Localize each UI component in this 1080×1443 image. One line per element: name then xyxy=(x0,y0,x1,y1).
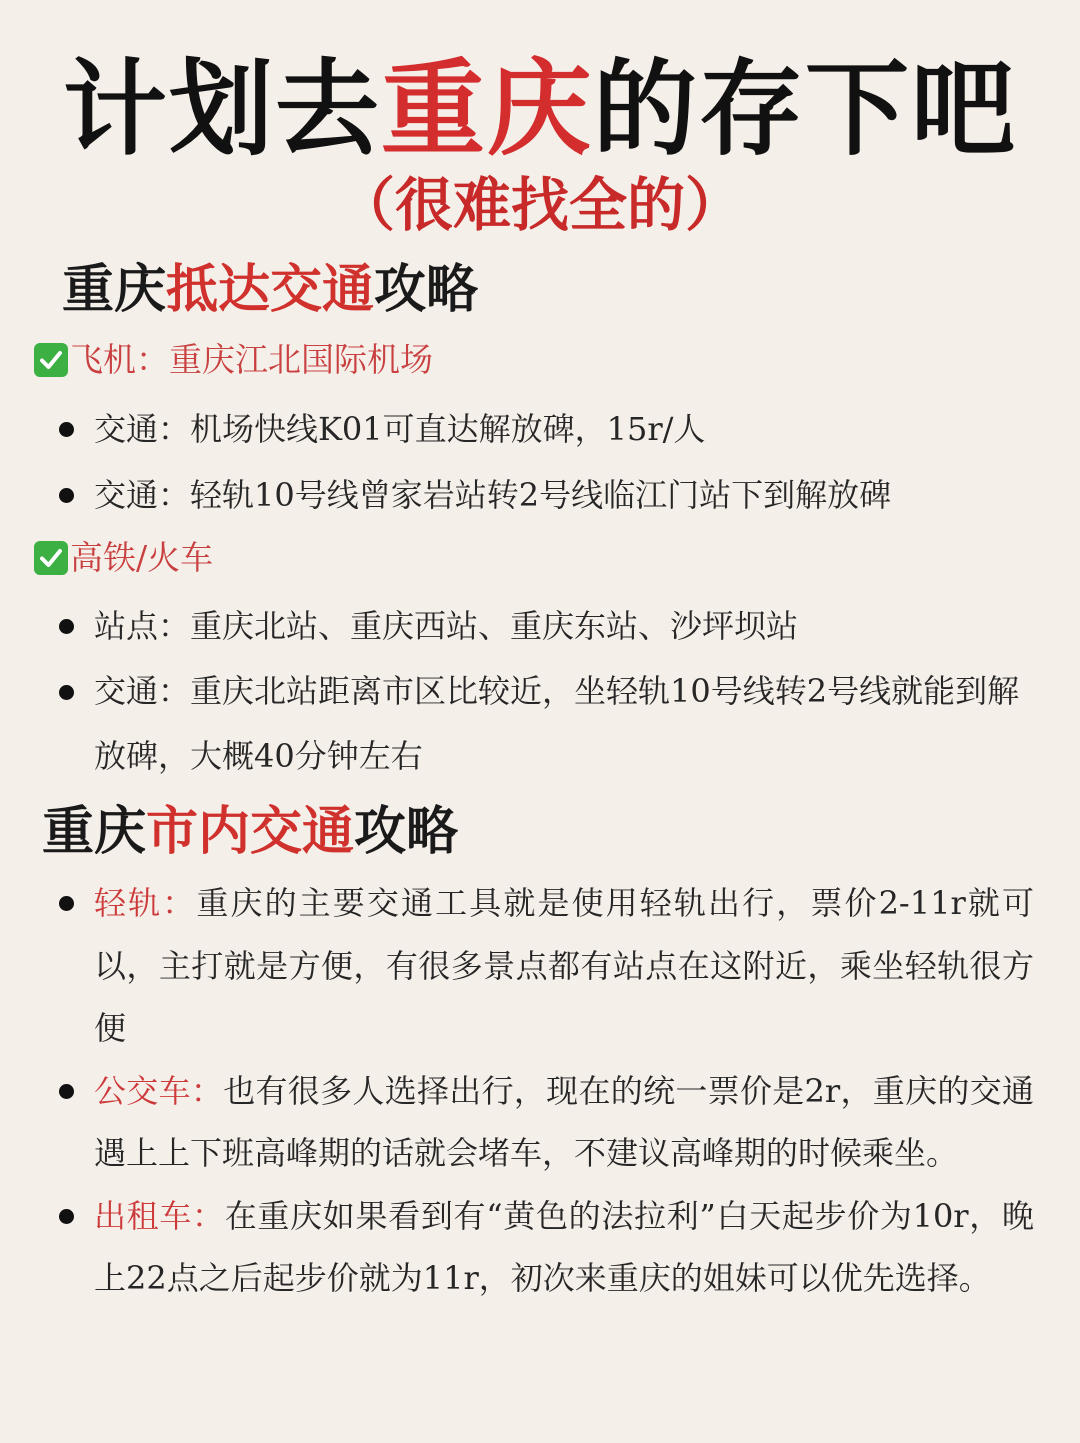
bullet-dot-icon xyxy=(59,488,74,503)
list-item-text: 交通：轻轨10号线曾家岩站转2号线临江门站下到解放碑 xyxy=(94,476,892,514)
list-item xyxy=(0,462,1060,528)
list-item xyxy=(0,593,1060,659)
subheading-train xyxy=(34,536,213,580)
section-title-city xyxy=(42,800,458,864)
list-item xyxy=(0,396,1060,462)
section-title-arrival xyxy=(62,258,478,322)
bullet-dot-icon xyxy=(59,619,74,634)
bullet-dot-icon xyxy=(59,1209,74,1224)
item-text: 重庆的主要交通工具就是使用轻轨出行，票价2-11r就可以，主打就是方便，有很多景点都有站点在这附近，乘坐轻轨很方便 xyxy=(94,884,1034,1047)
list-item-bus xyxy=(0,1060,1034,1185)
bullet-dot-icon xyxy=(59,896,74,911)
list-item-text: 交通：重庆北站距离市区比较近，坐轻轨10号线转2号线就能到解放碑，大概40分钟左右 xyxy=(94,672,1020,775)
list-item-light-rail xyxy=(0,872,1034,1060)
check-mark-icon xyxy=(34,541,68,575)
item-text: 在重庆如果看到有“黄色的法拉利”白天起步价为10r，晚上22点之后起步价就为11r，初次来重庆的姐妹可以优先选择。 xyxy=(94,1196,1034,1297)
subheading-text: 飞机：重庆江北国际机场 xyxy=(70,340,433,379)
section-title-suffix: 攻略 xyxy=(354,801,459,862)
title-highlight: 重庆 xyxy=(380,48,593,170)
section-title-prefix: 重庆 xyxy=(42,801,147,862)
item-label: 公交车： xyxy=(94,1071,224,1110)
check-mark-icon xyxy=(34,343,68,377)
title-part2: 的存下吧 xyxy=(593,48,1018,170)
page-subtitle: （很难找全的） xyxy=(336,171,743,239)
bullet-dot-icon xyxy=(59,422,74,437)
item-label: 出租车： xyxy=(94,1196,225,1235)
bullet-dot-icon xyxy=(59,685,74,700)
train-list xyxy=(0,593,1060,789)
list-item-taxi xyxy=(0,1185,1034,1310)
title-part1: 计划去 xyxy=(62,48,381,170)
city-transport-list xyxy=(0,872,1060,1310)
subheading-text: 高铁/火车 xyxy=(70,538,214,577)
airplane-list xyxy=(0,396,1060,528)
item-label: 轻轨： xyxy=(94,884,197,922)
section-title-suffix: 攻略 xyxy=(374,259,479,320)
subheading-airplane xyxy=(34,338,433,382)
list-item-text: 交通：机场快线K01可直达解放碑，15r/人 xyxy=(94,410,706,448)
list-item xyxy=(0,659,1034,789)
section-title-highlight: 市内交通 xyxy=(146,801,355,862)
page-title xyxy=(0,50,1080,168)
bullet-dot-icon xyxy=(59,1084,74,1099)
section-title-prefix: 重庆 xyxy=(62,259,167,320)
list-item-text: 站点：重庆北站、重庆西站、重庆东站、沙坪坝站 xyxy=(94,607,799,645)
item-text: 也有很多人选择出行，现在的统一票价是2r，重庆的交通遇上上下班高峰期的话就会堵车，不建议高峰期的时候乘坐。 xyxy=(94,1071,1034,1172)
section-title-highlight: 抵达交通 xyxy=(166,259,375,320)
